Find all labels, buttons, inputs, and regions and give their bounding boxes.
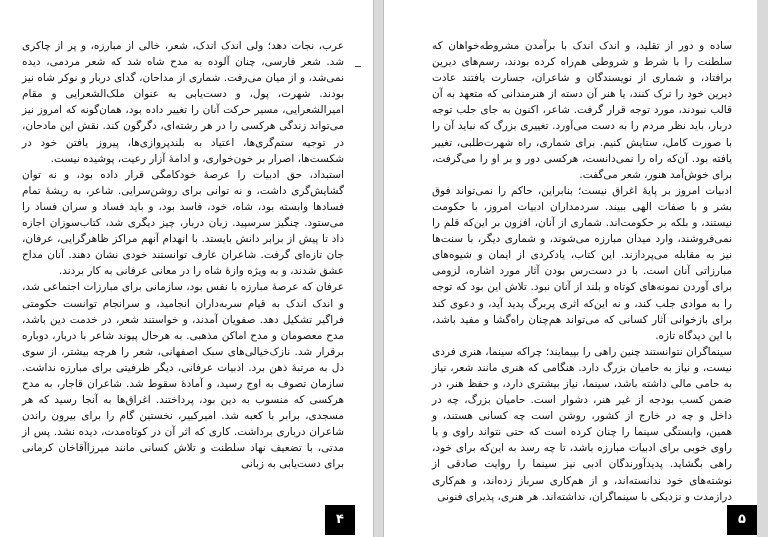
right-paragraph-2: ادبیات امروز بر پایهٔ اغراق نیست؛ بنابراین، حاکم را نمی‌تواند فوق بشر و با صفات الهی ببیند. سردمداران ادبیات امروز، با حکومت نیستند، و بلکه بر حکومت‌اند. شماری از آنان، افزون بر این‌که قلم را نمی‌فروشند، وارد میدان مبارزه می‌شوند، و شماری دیگر، با سنت‌ها نیز به مقابله می‌پردازند. این کتاب، یادکردی از ایمان و شیوه‌های مبارزاتی آنان است. با در دست‌رس بودن آثار مورد اشاره، لزومی برای آوردن نمونه‌های کوتاه و بلند از آنان نبود. تلاش این بود که توجه را به موادی جلب کند، و نه این‌که اثری پربرگ پدید آید، و دعوی کند برای بازخوانی آثار کسانی که می‌تواند هم‌چنان راه‌گشا و مفید باشد، با این دیدگاه تازه.: [432, 184, 732, 342]
left-paragraph-3: عرفان که عرصهٔ مبارزه با نفس بود، سازمانی برای مبارزات اجتماعی شد، و اندک اندک به قیام سربه‌داران انجامید، و سرانجام توانست حکومتی فراگیر تشکیل دهد. صفویان آمدند، و خواستند شعر، در خدمت دین باشد، مدح معصومان و مدح اماکن مذهبی. به هرحال پیوند شاعر با دربار، دوباره برقرار شد. نازک‌خیالی‌های سبک اصفهانی، شعر را هرچه بیشتر، از سوی دل به مرتبهٔ ذهن برد. ادبیات عرفانی، دیگر ظرفیتی برای مبارزه نداشت. سازمان تصوف به اوج رسید، و آمادهٔ سقوط شد. شاعران قاجار، به مدح هرکسی که منسوب به دین بود، پرداختند. اغراق‌ها به آنجا رسید که هر مسجدی، برابر با کعبه شد. امیرکبیر، نخستین گام را برای بیرون راندن شاعران درباری برداشت. کاری که اثر آن در کوتاه‌مدت، دیده نشد. پس از مدتی، با تضعیف نهاد سلطنت و تلاش کسانی مانند میرزاآقاخان کرمانی برای دست‌یابی به زبانی: [22, 281, 344, 471]
right-paragraph-1: ساده و دور از تقلید، و اندک اندک با برآمدن مشروطه‌خواهان که سلطنت را با شرط و شروطی هم‌راه کرده بودند، رسم‌های دیرین برافتاد، و شماری از نویسندگان و شاعران، جسارت یافتند عادت دیرین خود را ترک کنند، یا هنر آن دسته از هنرمندانی که متعهد به آن قالب نبودند، مورد توجه قرار گرفت. شاعر، اکنون به جای جلب توجه دربار، باید نظر مردم را به دست می‌آورد. تغییری بزرگ که نباید آن را با صورت کامل، ستایش کنیم. برای شماری، راه شهرت‌طلبی، تغییر یافته بود. آن‌که راه را نمی‌دانست، هرکسی دور و بر او را می‌گرفت، برای خوش‌آمد هنور، شعر می‌گفت.: [432, 40, 732, 181]
left-page-number: ۴: [325, 505, 355, 535]
left-paragraph-2: استبداد، حق ادبیات را عرصهٔ خودکامگی قرار داده بود، و نه توان گشایش‌گری داشت، و نه توانی برای روشن‌سرایی. شاعر، به ریشهٔ تمام فسادها وابسته بود، شاه، خود، فاسد بود، و باید فساد و سران فساد را می‌ستود. چنگیز سرسپید. زبان دربار، چیز دیگری شد، کتاب‌سوزان اجازه داد تا پیش از برابر دانش بایستد. با انهدام آنهم مراکز ظاهرگرایی، عرفان، جان تازه‌ای گرفت. شاعران عارف توانستند خودی نشان دهند. آنان مداح عشق شدند، و به ویژه وازهٔ شاه را در معانی عرفانی به کار بردند.: [22, 168, 344, 278]
right-page-number: ۵: [727, 505, 757, 535]
right-page: [383, 0, 757, 537]
left-paragraph-1: عرب، نجات دهد؛ ولی اندک اندک، شعر، خالی از مبارزه، و پر از چاکری شد. شعر فارسی، چنان آلوده به مدح شاه شد که شعر مردمی، دیده نمی‌شد، و از میان می‌رفت. شماری از مداحان، گدای دربار و نوکر شاه نیز بودند. شهرت، پول، و دست‌یابی به عنوان ملک‌الشعرایی و مقام امیرالشعرایی، مسیر حرکت آنان را تغییر داده بود، همان‌گونه که امروز نیز می‌تواند زندگی هرکسی را در هر رشته‌ای، دگرگون کند. نقش این مادحان، در توجیه ستم‌گری‌ها، اعتیاد به بلندپروازی‌ها، پیروز یافتن خود در شکست‌ها، اصرار بر خون‌خواری، و ادامهٔ آزار رعیت، پوشیده نیست.: [22, 40, 344, 165]
right-page-text: [432, 38, 732, 505]
margin-rule-mark: [355, 66, 361, 67]
left-page-text: [22, 38, 344, 473]
right-paragraph-3: سینماگران نتوانستند چنین راهی را بپیمایند؛ چراکه سینما، هنری فردی نیست، و نیاز به حامیان بزرگ دارد. هنگامی که هنری مانند شعر، نیاز به حامی مالی داشته باشد، سینما، نیاز بیشتری دارد، و حفظ هنر، در ضمن کسب بودجه از غیر هنر، دشوار است. حامیان بزرگ، چه در داخل و چه در خارج از کشور، روشن است چه کسانی هستند، و همین، وابستگی سینما را چنان کرده است که حتی نتواند راوی و یا راوی خوبی برای ادبیات مبارزه باشد، تا چه رسد به این‌که برای خود، راهی بگشاید. پدیدآورندگان ادبی نیز سینما را روایت صادقی از نوشته‌های خود ندانسته‌اند، و از هم‌کاری سرباز زده‌اند، و هم‌کاری درازمدت و نزدیکی با سینماگران، نداشته‌اند. هر هنری، پذیرای فنونی: [432, 345, 732, 503]
left-page: [0, 0, 374, 537]
